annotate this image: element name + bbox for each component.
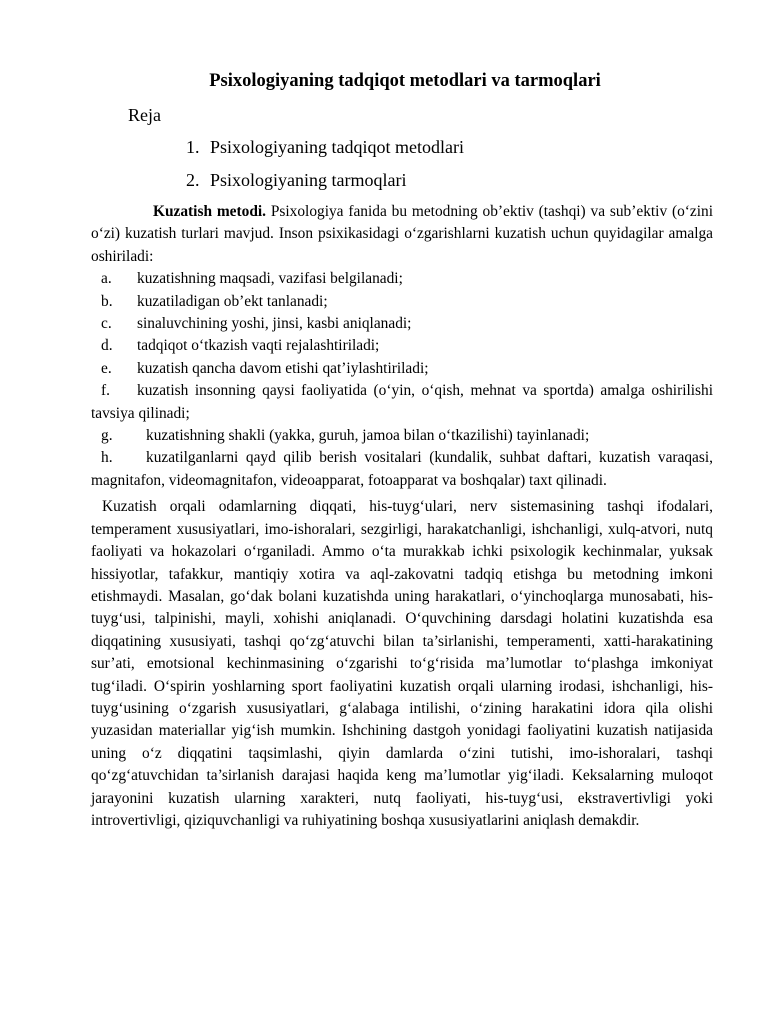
list-item (91, 447, 713, 492)
list-marker: b. (101, 292, 113, 310)
list-marker: g. (101, 427, 113, 445)
list-item (91, 313, 713, 335)
list-text: kuzatiladigan ob’ekt tanlanadi; (137, 292, 328, 310)
document-title: Psixologiyaning tadqiqot metodlari va tarmoqlari (209, 71, 601, 91)
plan-item-text: Psixologiyaning tarmoqlari (210, 170, 407, 190)
main-paragraph: Kuzatish orqali odamlarning diqqati, his-tuyg‘ulari, nerv sistemasining tashqi ifodalari, temperament xususiyatlari, imo-ishoralari, sezgirligi, harakatchanligi, ishchanligi, xulq-atvori, nutq faoliyati va hokazolari o‘rganiladi. Ammo o‘ta murakkab ichki psixologik kechinmalar, yuksak hissiyotlar, tafakkur, mantiqiy xotira va aql-zakovatni tadqiq etishga bu metodning imkoni etishmaydi. Masalan, go‘dak bolani kuzatishda uning harakatlari, o‘yinchoqlarga munosabati, his-tuyg‘usi, talpinishi, mayli, xohishi aniqlanadi. O‘quvchining darsdagi holatini kuzatishda esa diqqatining xususiyati, tashqi qo‘zg‘atuvchi bilan ta’sirlanishi, temperamenti, xatti-harakatining sur’ati, emotsional kechinmasining o‘zgarishi to‘g‘risida ma’lumotlar to‘plashga imkoniyat tug‘iladi. O‘spirin yoshlarning sport faoliyatini kuzatish orqali ularning irodasi, ishchanligi, his-tuyg‘usining o‘zgarish xususiyatlari, g‘alabaga intilishi, o‘zining harakatini idora qila olishi yuzasidan materiallar yig‘ish mumkin. Ishchining dastgoh yonidagi faoliyatini kuzatish natijasida uning o‘z diqqatini taqsimlashi, qiyin damlarda o‘zini tutishi, imo-ishoralari, tashqi qo‘zg‘atuvchidan ta’sirlanish darajasi haqida keng ma’lumotlar yig‘iladi. Keksalarning muloqot jarayonini kuzatish ularning xarakteri, nutq faoliyati, his-tuyg‘usi, ekstravertivligi yoki introvertivligi, qiziquvchanligi va ruhiyatining boshqa xususiyatlarini aniqlash demakdir. (91, 498, 713, 829)
list-text: sinaluvchining yoshi, jinsi, kasbi aniqlanadi; (137, 315, 412, 333)
list-item (91, 425, 713, 447)
list-item (91, 358, 713, 380)
plan-item-text: Psixologiyaning tadqiqot metodlari (210, 137, 464, 157)
list-text: kuzatilganlarni qayd qilib berish vositalari (kundalik, suhbat daftari, kuzatish varaqasi, magnitafon, videomagnitafon, videoapparat, fotoapparat va boshqalar) taxt qilinadi. (91, 449, 713, 489)
list-marker: c. (101, 315, 112, 333)
list-item (91, 380, 713, 425)
list-text: kuzatishning shakli (yakka, guruh, jamoa bilan o‘tkazilishi) tayinlanadi; (146, 427, 590, 445)
plan-item (186, 168, 406, 192)
plan-item-number: 1. (186, 137, 200, 157)
list-marker: a. (101, 270, 112, 288)
list-marker: f. (101, 382, 110, 400)
list-text: tadqiqot o‘tkazish vaqti rejalashtiriladi; (137, 337, 380, 355)
list-marker: d. (101, 337, 113, 355)
document-body (91, 201, 713, 832)
list-item (91, 291, 713, 313)
intro-paragraph (91, 201, 713, 268)
list-text: kuzatishning maqsadi, vazifasi belgilanadi; (137, 270, 403, 288)
intro-text: Psixologiya fanida bu metodning ob’ektiv (tashqi) va sub’ektiv (o‘zini o‘zi) kuzatish turlari mavjud. Inson psixikasidagi o‘zgarishlarni kuzatish uchun quyidagilar amalga oshiriladi: (91, 203, 713, 265)
list-marker: e. (101, 359, 112, 377)
list-marker: h. (101, 449, 113, 467)
list-text: kuzatish insonning qaysi faoliyatida (o‘yin, o‘qish, mehnat va sportda) amalga oshirilishi tavsiya qilinadi; (91, 382, 713, 422)
intro-lead: Kuzatish metodi. (153, 203, 266, 220)
list-text: kuzatish qancha davom etishi qat’iylashtiriladi; (137, 359, 429, 377)
plan-item (186, 135, 464, 159)
plan-heading: Reja (128, 105, 161, 125)
list-item (91, 268, 713, 290)
plan-item-number: 2. (186, 170, 200, 190)
list-item (91, 335, 713, 357)
